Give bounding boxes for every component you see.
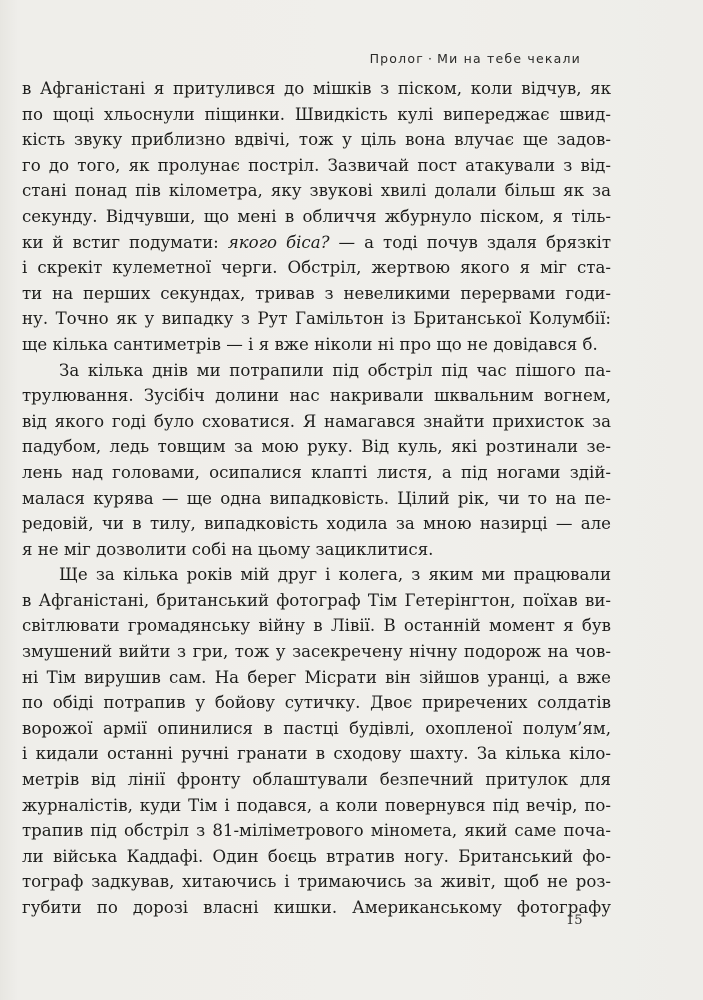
page-number: 15 (566, 913, 583, 928)
text-line: Ще за кілька років мій друг і колега, з яким ми працювали (59, 565, 611, 585)
text-line: За кілька днів ми потрапили під обстріл під час пішого па- (59, 360, 611, 380)
text-line: тограф задкував, хитаючись і тримаючись за живіт, щоб не роз- (22, 872, 611, 892)
text-line-part: а тоді почув здаля брязкіт (355, 232, 611, 252)
emphasis-text: якого біса? — (227, 232, 356, 252)
text-line: по обіді потрапив у бойову сутичку. Двоє приречених солдатів (22, 693, 611, 713)
running-head-chapter: Ми на тебе чекали (437, 51, 581, 66)
text-line: від якого годі було сховатися. Я намагався знайти прихисток за (22, 411, 611, 431)
text-line: редовій, чи в тилу, випадковість ходила за мною назирці — але (22, 514, 611, 534)
text-line: трапив під обстріл з 81-міліметрового міномета, який саме поча- (22, 821, 611, 841)
text-line: світлювати громадянську війну в Лівії. В останній момент я був (22, 616, 611, 636)
text-line: трулювання. Зусібіч долини нас накривали шквальним вогнем, (22, 386, 611, 406)
text-line: малася курява — ще одна випадковість. Цілий рік, чи то на пе- (22, 488, 611, 508)
running-head-section: Пролог (369, 51, 424, 66)
text-line: по щоці хльоснули піщинки. Швидкість кулі випереджає швид- (22, 104, 611, 124)
body-text (22, 76, 611, 921)
text-line-part: ки й встиг подумати: (22, 232, 228, 252)
text-line: метрів від лінії фронту облаштували безпечний притулок для (22, 770, 611, 790)
running-head-separator: · (427, 51, 434, 66)
text-line (22, 230, 611, 256)
text-line: і кидали останні ручні гранати в сходову шахту. За кілька кіло- (22, 744, 611, 764)
text-line: журналістів, куди Тім і подався, а коли повернувся під вечір, по- (22, 795, 611, 815)
text-line: кість звуку приблизно вдвічі, тож у ціль вона влучає ще задов- (22, 130, 611, 150)
text-line: ні Тім вирушив сам. На берег Місрати він зійшов уранці, а вже (22, 667, 611, 687)
text-line: секунду. Відчувши, що мені в обличчя жбурнуло піском, я тіль- (22, 206, 611, 226)
text-line: губити по дорозі власні кишки. Американському фотографу (22, 898, 611, 917)
text-line: ну. Точно як у випадку з Рут Гамільтон із Британської Колумбії: (22, 309, 611, 329)
text-line: я не міг дозволити собі на цьому зациклитися. (22, 539, 434, 559)
text-line: ти на перших секундах, тривав з невеликими перервами годи- (22, 283, 611, 303)
text-line: ворожої армії опинилися в пастці будівлі, охопленої полум’ям, (22, 718, 611, 738)
text-line: ще кілька сантиметрів — і я вже ніколи ні про що не довідався б. (22, 334, 598, 354)
text-line: го до того, як пролунає постріл. Зазвичай пост атакували з від- (22, 155, 611, 175)
text-line: падубом, ледь товщим за мою руку. Від куль, які розтинали зе- (22, 437, 611, 457)
text-line: змушений вийти з гри, тож у засекречену нічну подорож на чов- (22, 642, 611, 662)
text-line: в Афганістані, британський фотограф Тім Гетерінгтон, поїхав ви- (22, 590, 611, 610)
text-line: лень над головами, осипалися клапті листя, а під ногами здій- (22, 462, 611, 482)
text-line: стані понад пів кілометра, яку звукові хвилі долали більш як за (22, 181, 611, 201)
text-line: в Афганістані я притулився до мішків з піском, коли відчув, як (22, 79, 611, 98)
text-line: ли війська Каддафі. Один боєць втратив ногу. Британський фо- (22, 846, 611, 866)
text-line: і скрекіт кулеметної черги. Обстріл, жертвою якого я міг ста- (22, 258, 611, 278)
running-head (370, 51, 581, 66)
